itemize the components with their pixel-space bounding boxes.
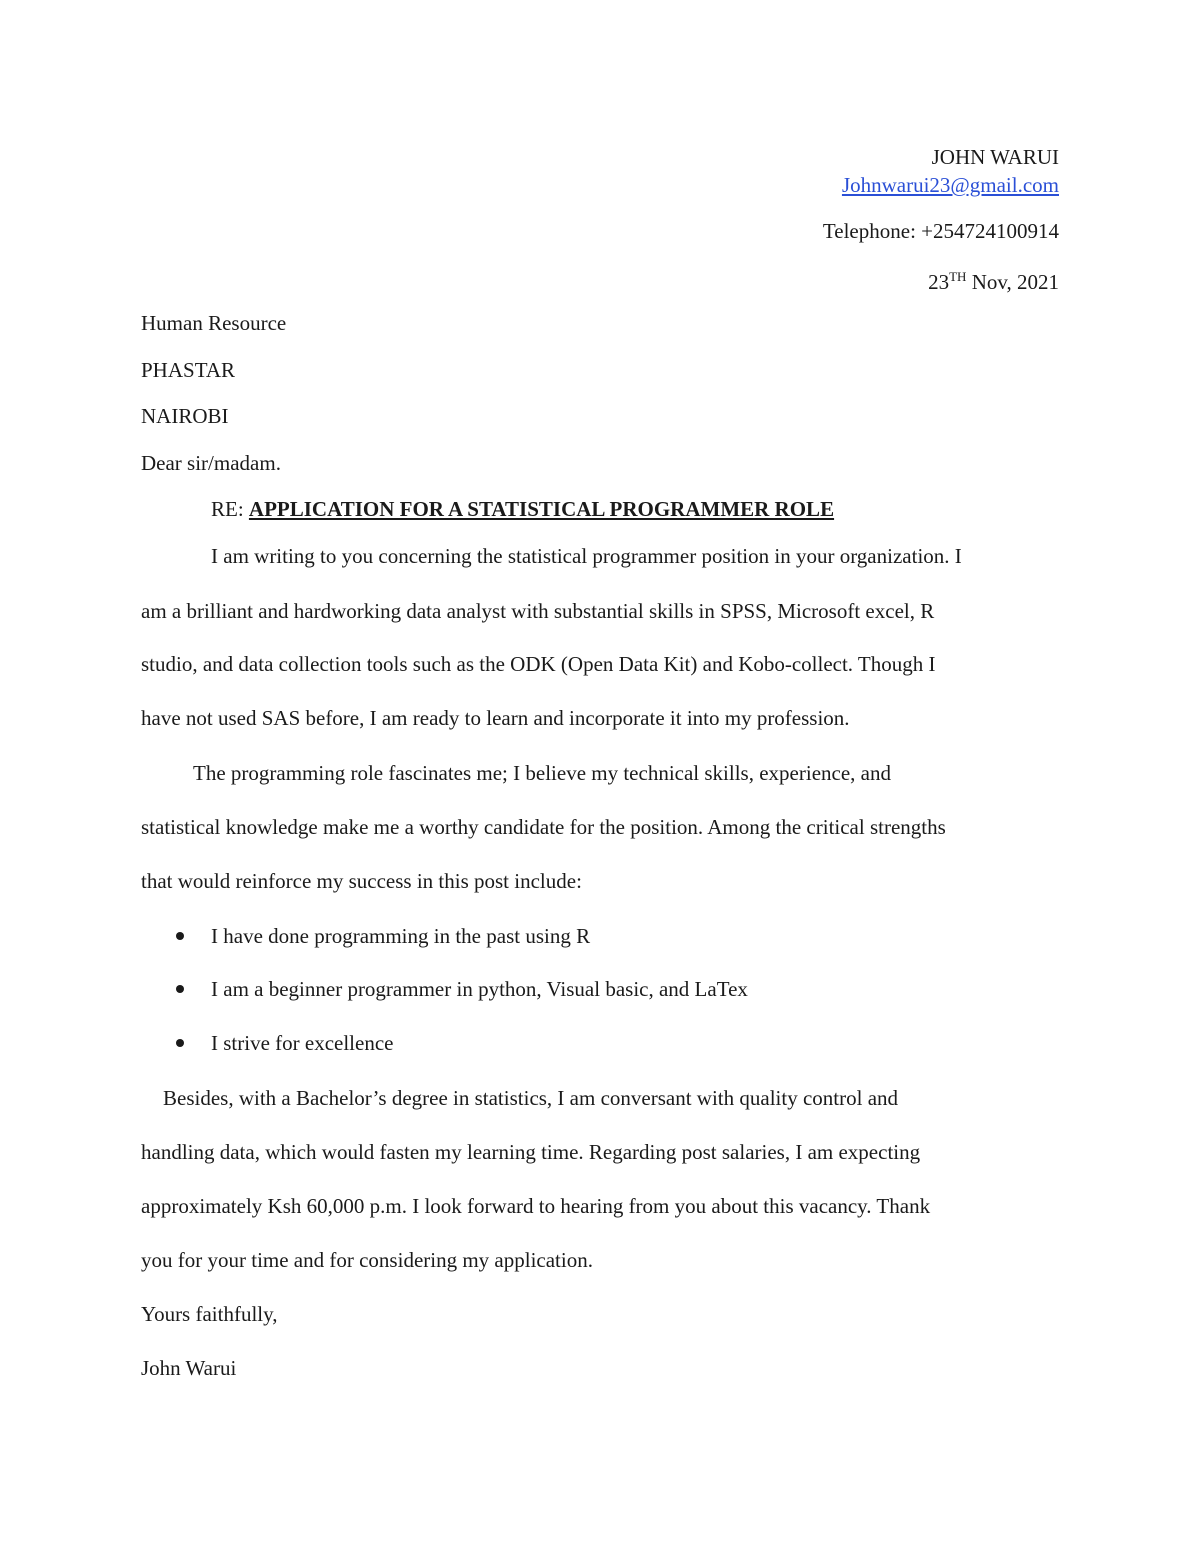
recipient-line-2: PHASTAR xyxy=(141,358,236,382)
subject-title: APPLICATION FOR A STATISTICAL PROGRAMMER ROLE xyxy=(248,497,835,521)
date-superscript: TH xyxy=(949,269,967,284)
salutation: Dear sir/madam. xyxy=(141,451,281,475)
paragraph-3-line-2: handling data, which would fasten my learning time. Regarding post salaries, I am expecting xyxy=(141,1140,921,1164)
subject-line xyxy=(211,495,834,523)
bullet-item-2: I am a beginner programmer in python, Visual basic, and LaTex xyxy=(211,977,748,1001)
closing: Yours faithfully, xyxy=(141,1302,278,1326)
bullet-dot xyxy=(176,985,184,993)
sender-name: JOHN WARUI xyxy=(931,145,1059,169)
bullet-dot xyxy=(176,932,184,940)
bullet-item-1: I have done programming in the past using R xyxy=(211,924,591,948)
paragraph-3-line-4: you for your time and for considering my application. xyxy=(141,1248,593,1272)
paragraph-1-line-2: am a brilliant and hardworking data analyst with substantial skills in SPSS, Microsoft excel, R xyxy=(141,599,935,623)
date-day: 23 xyxy=(928,270,950,294)
paragraph-3-line-3: approximately Ksh 60,000 p.m. I look forward to hearing from you about this vacancy. Thank xyxy=(141,1194,931,1218)
paragraph-2-line-2: statistical knowledge make me a worthy candidate for the position. Among the critical strengths xyxy=(141,815,946,839)
sender-telephone: Telephone: +254724100914 xyxy=(822,219,1059,243)
paragraph-2-line-1: The programming role fascinates me; I believe my technical skills, experience, and xyxy=(193,761,891,785)
signature: John Warui xyxy=(141,1356,237,1380)
paragraph-3-line-1: Besides, with a Bachelor’s degree in statistics, I am conversant with quality control and xyxy=(163,1086,899,1110)
subject-prefix: RE: xyxy=(211,497,249,521)
recipient-line-3: NAIROBI xyxy=(141,404,229,428)
date-rest: Nov, 2021 xyxy=(966,270,1059,294)
sender-email-link[interactable]: Johnwarui23@gmail.com xyxy=(841,173,1059,197)
sender-block xyxy=(823,143,1059,296)
paragraph-2-line-3: that would reinforce my success in this post include: xyxy=(141,869,582,893)
paragraph-1-line-1: I am writing to you concerning the statistical programmer position in your organization. I xyxy=(211,544,962,568)
letter-date xyxy=(823,263,1059,296)
bullet-item-3: I strive for excellence xyxy=(211,1031,394,1055)
bullet-dot xyxy=(176,1039,184,1047)
paragraph-1-line-3: studio, and data collection tools such as the ODK (Open Data Kit) and Kobo-collect. Though I xyxy=(141,652,936,676)
recipient-line-1: Human Resource xyxy=(141,311,287,335)
paragraph-1-line-4: have not used SAS before, I am ready to learn and incorporate it into my profession. xyxy=(141,706,850,730)
